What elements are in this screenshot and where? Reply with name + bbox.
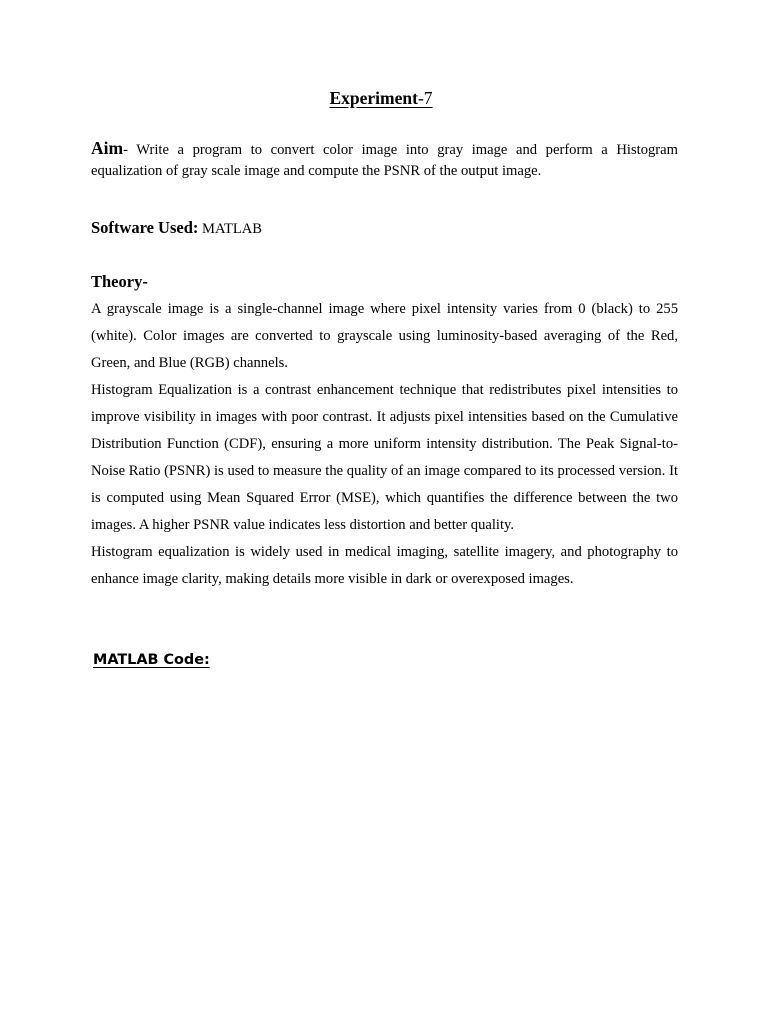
aim-text: - Write a program to convert color image into gray image and perform a Histogram equalization of gray scale image and compute the PSNR of the output image. [91,142,678,179]
theory-body [91,296,678,593]
page-title [0,88,762,109]
software-label: Software Used: [91,218,199,237]
matlab-code-heading: MATLAB Code: [93,652,210,668]
theory-paragraph: Histogram Equalization is a contrast enhancement technique that redistributes pixel intensities to improve visibility in images with poor contrast. It adjusts pixel intensities based on the Cumulative Distribution Function (CDF), ensuring a more uniform intensity distribution. The Peak Signal-to-Noise Ratio (PSNR) is used to measure the quality of an image compared to its processed version. It is computed using Mean Squared Error (MSE), which quantifies the difference between the two images. A higher PSNR value indicates less distortion and better quality. [91,382,678,533]
aim-label: Aim [91,138,124,158]
software-section [91,217,678,240]
theory-paragraph: A grayscale image is a single-channel image where pixel intensity varies from 0 (black) to 255 (white). Color images are converted to grayscale using luminosity-based averaging of the Red, Green, and Blue (RGB) channels. [91,301,678,371]
theory-heading: Theory- [91,272,148,291]
title-word: Experiment [329,88,418,108]
theory-paragraph: Histogram equalization is widely used in medical imaging, satellite imagery, and photography to enhance image clarity, making details more visible in dark or overexposed images. [91,544,678,587]
aim-section [91,138,678,181]
title-number: -7 [417,88,433,108]
software-value: MATLAB [202,221,263,237]
